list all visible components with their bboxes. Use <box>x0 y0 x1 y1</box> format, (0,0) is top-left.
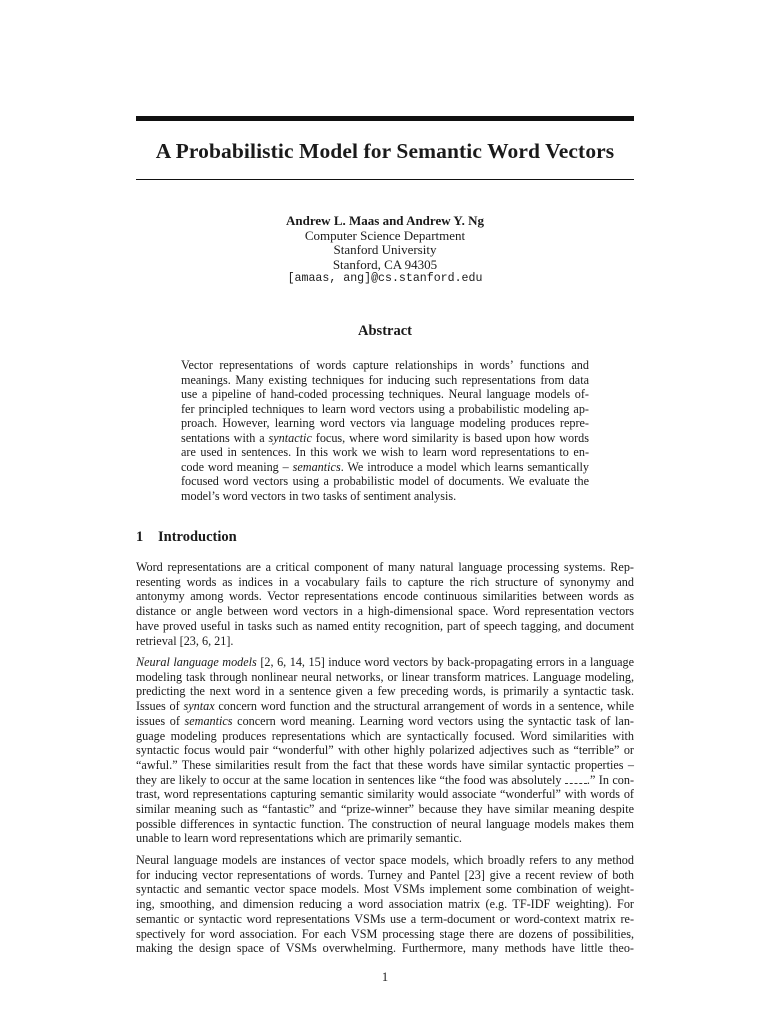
section-number: 1 <box>136 529 144 545</box>
text-run: focus, where word similarity is based upon how words <box>311 430 589 445</box>
author-department: Computer Science Department <box>304 227 466 243</box>
intro-paragraph-2 <box>136 655 634 846</box>
text-line: syntactic and semantic vector space models. Most VSMs implement some combination of weight- <box>136 882 634 897</box>
page-number: 1 <box>381 970 389 984</box>
text-line <box>181 460 589 475</box>
text-line: have proved useful in tasks such as named entity recognition, part of speech tagging, and document <box>136 618 634 633</box>
text-run: Issues of <box>136 699 184 714</box>
text-line: meanings. Many existing techniques for inducing such representations from data <box>181 372 589 387</box>
emphasized-term: semantics <box>292 459 341 474</box>
text-run: [2, 6, 14, 15] induce word vectors by back-propagating errors in a language <box>256 655 635 669</box>
emphasized-term: semantics <box>184 713 233 728</box>
text-line: spectively for word association. For each VSM processing stage there are dozens of possibilities, <box>136 926 634 941</box>
emphasized-term: syntax <box>183 699 215 714</box>
emphasized-term: syntactic <box>268 430 312 445</box>
text-line: Neural language models are instances of vector space models, which broadly refers to any method <box>136 853 634 867</box>
text-run: issues of <box>136 713 185 728</box>
text-run: code word meaning – <box>181 459 293 474</box>
text-line: focused word vectors using a probabilistic model of documents. We evaluate the <box>181 474 589 489</box>
text-line <box>136 699 634 714</box>
text-run: .” In con- <box>586 772 634 787</box>
text-run: they are likely to occur at the same location in sentences like “the food was absolutely <box>136 772 565 787</box>
title-bottom-rule <box>136 179 634 180</box>
text-run: concern word meaning. Learning word vectors using the syntactic task of lan- <box>232 713 634 728</box>
paper-title: A Probabilistic Model for Semantic Word Vectors <box>155 139 615 163</box>
text-line <box>181 431 589 446</box>
intro-paragraph-1 <box>136 560 634 648</box>
text-line: antonymy among words. Vector representations encode continuous similarities between words as <box>136 589 634 604</box>
fill-in-blank <box>565 774 587 784</box>
text-line: “awful.” These similarities result from the fact that these words have similar syntactic properties – <box>136 757 634 772</box>
intro-paragraph-3 <box>136 853 634 956</box>
text-line: guage modeling produces representations which are syntactically focused. Word similarities with <box>136 728 634 743</box>
text-line: unable to learn word representations which are primarily semantic. <box>136 831 462 846</box>
text-line: syntactic focus would pair “wonderful” with other highly polarized adjectives such as “terrible” or <box>136 743 634 758</box>
author-block <box>136 214 634 287</box>
text-line: resenting words as indices in a vocabulary fails to capture the rich structure of synonymy and <box>136 574 634 589</box>
text-line: possible differences in syntactic function. The construction of neural language models makes them <box>136 816 634 831</box>
section-title: Introduction <box>158 529 237 545</box>
text-line <box>136 714 634 729</box>
text-line: proach. However, learning word vectors via language modeling produces repre- <box>181 416 589 431</box>
text-line: Word representations are a critical component of many natural language processing systems. Rep- <box>136 560 634 574</box>
text-line: modeling task through nonlinear neural networks, or linear transform matrices. Language modeling, <box>136 669 634 684</box>
author-location: Stanford, CA 94305 <box>332 256 438 272</box>
text-line: predicting the next word in a sentence given a few preceding words, is primarily a syntactic task. <box>136 684 634 699</box>
text-line: are used in sentences. In this work we wish to learn word representations to en- <box>181 445 589 460</box>
text-run: concern word function and the structural arrangement of words in a sentence, while <box>214 699 634 714</box>
text-run: . We introduce a model which learns semantically <box>340 459 589 474</box>
title-top-rule <box>136 116 634 121</box>
text-line <box>136 773 634 788</box>
text-line: fer principled techniques to learn word vectors using a probabilistic modeling ap- <box>181 401 589 416</box>
text-line <box>136 655 634 670</box>
text-line: semantic or syntactic word representations VSMs use a term-document or word-context matrix re- <box>136 911 634 926</box>
text-line: for inducing vector representations of words. Turney and Pantel [23] give a recent review of both <box>136 867 634 882</box>
text-run: sentations with a <box>181 430 269 445</box>
text-line: making the design space of VSMs overwhelming. Furthermore, many methods have little theo- <box>136 941 634 956</box>
author-email: [amaas, ang]@cs.stanford.edu <box>287 272 483 285</box>
abstract-heading: Abstract <box>358 323 412 339</box>
section-heading <box>136 528 634 546</box>
text-line: trast, word representations capturing semantic similarity would associate “wonderful” with words of <box>136 787 634 802</box>
author-names: Andrew L. Maas and Andrew Y. Ng <box>286 213 484 228</box>
text-line: distance or angle between word vectors in a high-dimensional space. Word representation vectors <box>136 604 634 619</box>
abstract-body <box>181 358 589 503</box>
author-university: Stanford University <box>333 242 437 257</box>
text-line: retrieval [23, 6, 21]. <box>136 633 234 648</box>
emphasized-term: Neural language models <box>136 655 257 669</box>
text-line: similar meaning such as “fantastic” and “prize-winner” because they have similar meaning despite <box>136 802 634 817</box>
text-line: ing, smoothing, and dimension reducing a word association matrix (e.g. TF-IDF weighting). For <box>136 897 634 912</box>
text-line: Vector representations of words capture relationships in words’ functions and <box>181 358 589 372</box>
text-line: model’s word vectors in two tasks of sentiment analysis. <box>181 488 457 503</box>
text-line: use a pipeline of hand-coded processing techniques. Neural language models of- <box>181 387 589 402</box>
